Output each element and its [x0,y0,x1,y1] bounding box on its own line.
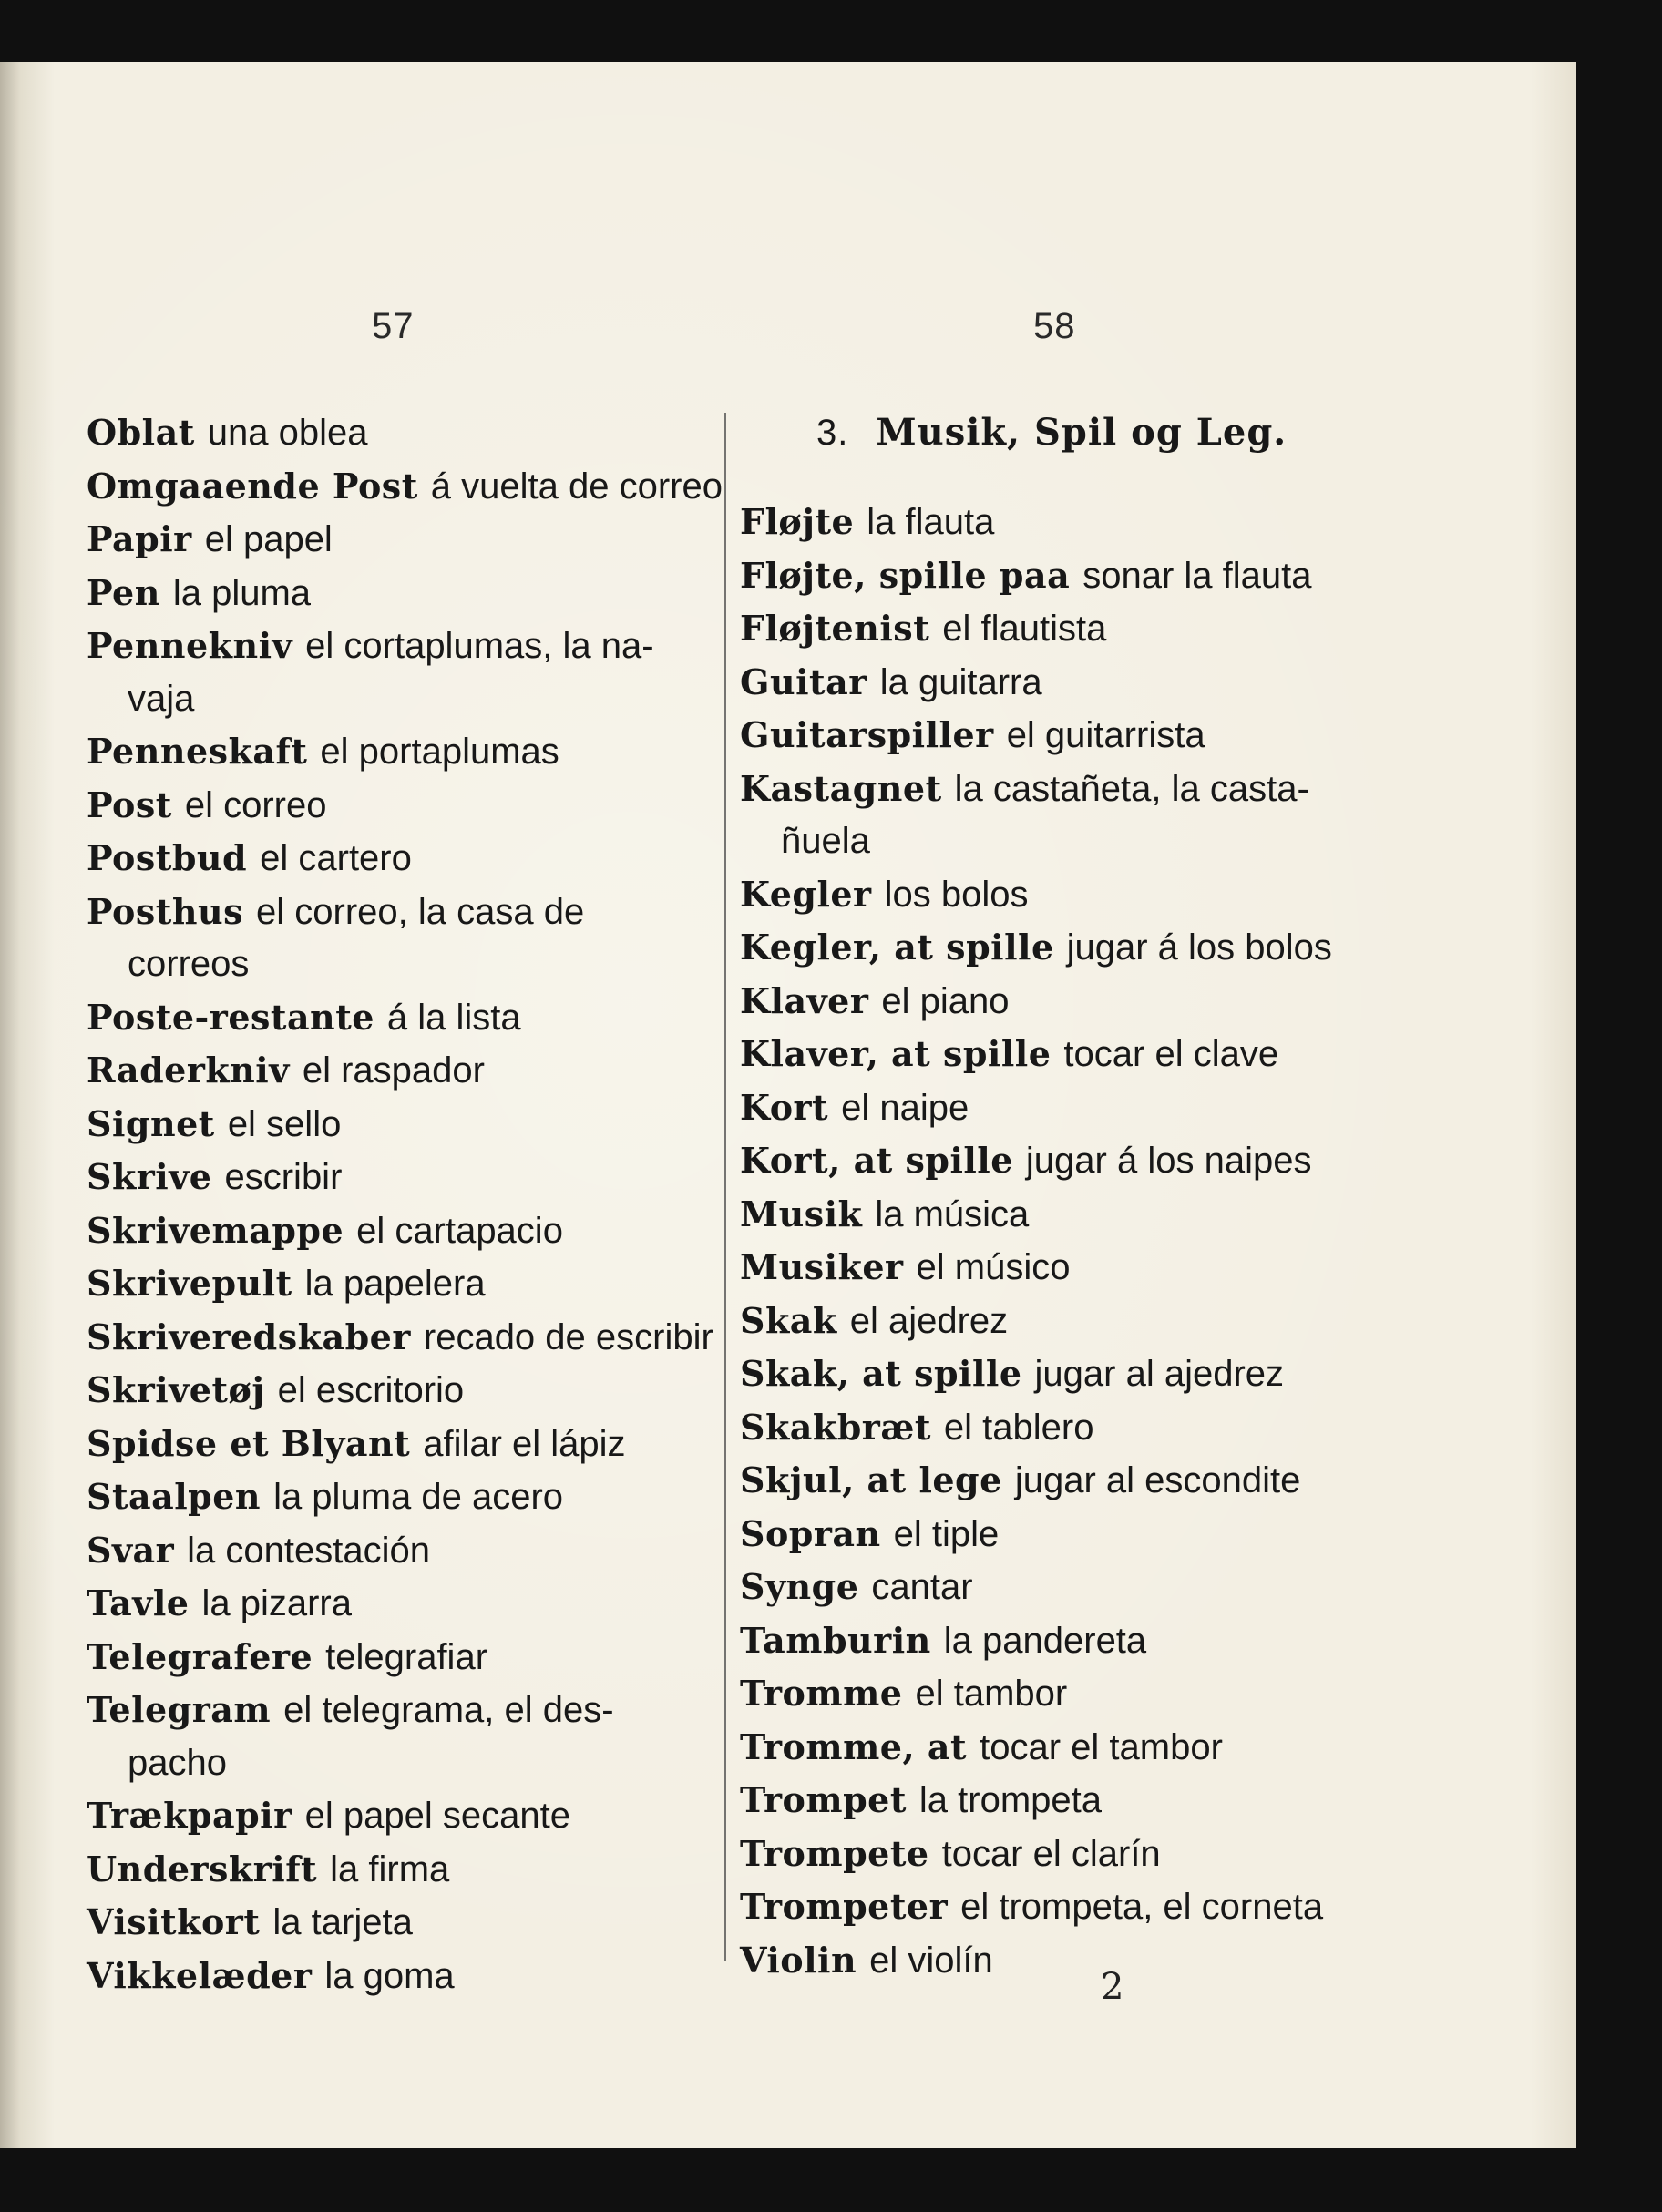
entry-translation: el portaplumas [320,732,559,772]
entry-continuation: ñuela [781,821,870,861]
entry-headword: Tromme, at [740,1726,968,1767]
dictionary-entry [87,1789,715,1843]
dictionary-entry [740,1188,1382,1242]
entry-translation: jugar al ajedrez [1034,1354,1285,1394]
dictionary-entry [740,1828,1382,1881]
entry-headword: Telegram [87,1689,272,1730]
dictionary-entry [87,567,715,620]
entry-translation: la goma [324,1955,455,1996]
entry-headword: Skriveredskaber [87,1316,411,1357]
entry-translation: la pizarra [201,1583,352,1623]
entry-translation: el correo [184,784,327,825]
entry-headword: Sopran [740,1512,881,1554]
dictionary-entry [87,1631,715,1685]
entry-translation: el trompeta, el corneta [960,1887,1324,1927]
entry-translation: tocar el clarín [941,1833,1161,1874]
dictionary-entry [87,779,715,833]
entry-translation: el naipe [841,1087,970,1128]
dictionary-entry [87,991,715,1045]
entry-translation: la trompeta [918,1780,1102,1820]
dictionary-entry [740,1934,1382,1988]
entry-translation: á la lista [386,997,521,1038]
entry-headword: Oblat [87,412,195,453]
dictionary-entry [740,1667,1382,1721]
entry-headword: Omgaaende Post [87,465,418,507]
dictionary-entry [740,1134,1382,1188]
entry-translation: tocar el tambor [980,1726,1223,1767]
entry-continuation: vaja [128,678,195,719]
dictionary-entry [87,1524,715,1578]
entry-headword: Fløjte [740,501,855,542]
dictionary-entry [87,1311,715,1365]
left-column [87,406,723,2002]
entry-translation: recado de escribir [423,1316,713,1357]
entry-headword: Papir [87,518,192,559]
entry-translation: sonar la flauta [1082,555,1312,596]
entry-headword: Fløjtenist [740,608,930,649]
entry-headword: Skak, at spille [740,1353,1022,1394]
entry-translation: el ajedrez [849,1300,1009,1341]
dictionary-entry [87,1950,715,2003]
entry-headword: Penneskaft [87,731,308,772]
entry-headword: Trækpapir [87,1795,292,1836]
entry-headword: Violin [740,1939,857,1981]
dictionary-entry [87,1843,715,1897]
dictionary-entry [740,1721,1382,1775]
entry-translation: el piano [881,980,1010,1021]
dictionary-entry [740,1880,1382,1934]
entry-translation: la pluma de acero [273,1477,564,1517]
entry-translation: telegrafiar [325,1636,488,1677]
entry-translation: jugar á los naipes [1025,1141,1312,1181]
entry-continuation: pacho [128,1742,227,1783]
entry-headword: Skrive [87,1156,212,1197]
entry-translation: la música [875,1193,1030,1234]
entry-translation: la flauta [867,502,995,542]
entry-translation: la contestación [187,1530,431,1571]
dictionary-entry [740,1241,1382,1295]
dictionary-entry [740,921,1382,975]
entry-headword: Underskrift [87,1848,318,1889]
dictionary-entry [87,1896,715,1950]
dictionary-entry [740,1614,1382,1668]
dictionary-entry [87,886,715,939]
entry-headword: Kegler [740,873,872,915]
entry-headword: Pen [87,571,160,613]
section-heading [816,406,1382,459]
entry-translation: el músico [916,1247,1071,1287]
entry-headword: Svar [87,1529,175,1571]
entry-continuation: correos [128,944,250,984]
entry-headword: Telegrafere [87,1635,313,1677]
signature-mark: 2 [1101,1966,1124,2008]
entry-translation: la firma [330,1848,450,1889]
dictionary-entry [740,1561,1382,1614]
dictionary-entry [740,1508,1382,1562]
dictionary-entry [87,406,715,460]
dictionary-entry [740,975,1382,1029]
column-divider [724,413,726,1961]
entry-headword: Kastagnet [740,767,942,809]
entry-headword: Skrivemappe [87,1209,344,1251]
entry-translation: afilar el lápiz [423,1423,626,1464]
entry-headword: Vikkelæder [87,1954,313,1996]
entry-translation: á vuelta de correo [430,466,723,507]
entry-translation: la pandereta [943,1620,1147,1661]
entry-headword: Spidse et Blyant [87,1422,411,1464]
entry-translation: el violín [869,1940,993,1981]
entry-headword: Skakbræt [740,1406,931,1448]
dictionary-entry [740,549,1382,603]
dictionary-entry [740,1028,1382,1081]
dictionary-entry [740,1401,1382,1455]
entry-translation: el tambor [915,1674,1068,1714]
entry-translation: la tarjeta [272,1902,413,1942]
entry-headword: Fløjte, spille paa [740,554,1071,596]
entry-translation: el cartero [260,838,412,878]
entry-translation: el cortaplumas, la na- [305,626,654,666]
dictionary-entry [87,1151,715,1204]
entry-translation: la pluma [172,572,312,613]
entry-headword: Poste-restante [87,996,374,1038]
dictionary-entry [87,1364,715,1418]
entry-headword: Trompeter [740,1886,949,1927]
dictionary-entry [87,1577,715,1631]
dictionary-entry [87,620,715,673]
dictionary-entry [740,1774,1382,1828]
dictionary-entry [740,496,1382,549]
entry-translation: la castañeta, la casta- [954,768,1309,809]
dictionary-entry [740,656,1382,710]
entry-headword: Trompete [740,1832,929,1874]
entry-translation: el escritorio [277,1370,465,1410]
entry-headword: Post [87,783,172,825]
entry-headword: Skjul, at lege [740,1459,1002,1500]
entry-headword: Skak [740,1299,837,1341]
entry-headword: Tamburin [740,1619,931,1661]
entry-translation: escribir [224,1157,343,1197]
book-page [0,62,1576,2148]
entry-translation: el telegrama, el des- [283,1690,614,1730]
entry-translation: una oblea [207,413,368,453]
entry-translation: el guitarrista [1006,715,1205,755]
entry-headword: Raderkniv [87,1050,290,1091]
dictionary-entry [87,1098,715,1152]
dictionary-entry [740,1081,1382,1135]
entry-headword: Musik [740,1193,863,1234]
dictionary-entry [740,763,1382,816]
dictionary-entry [87,460,723,514]
entry-headword: Klaver, at spille [740,1033,1052,1074]
entry-headword: Kegler, at spille [740,927,1054,968]
entry-headword: Musiker [740,1246,904,1287]
entry-translation: el papel [204,519,333,559]
entry-translation: el correo, la casa de [256,891,585,932]
entry-headword: Tromme [740,1673,903,1714]
entry-headword: Klaver [740,979,869,1021]
right-column [740,406,1382,1987]
entry-headword: Guitar [740,661,867,702]
entry-headword: Skrivetøj [87,1369,265,1410]
dictionary-entry [87,832,715,886]
dictionary-entry [740,1454,1382,1508]
entry-headword: Posthus [87,890,243,932]
dictionary-entry [740,1347,1382,1401]
entry-headword: Tavle [87,1582,190,1623]
entry-headword: Kort, at spille [740,1140,1013,1181]
dictionary-entry [740,602,1382,656]
entry-translation: cantar [871,1567,973,1607]
entry-translation: jugar al escondite [1014,1460,1301,1500]
entry-translation: el papel secante [304,1796,570,1836]
dictionary-entry [87,1204,715,1258]
dictionary-entry [87,1418,715,1471]
entry-translation: el flautista [942,609,1107,649]
entry-translation: jugar á los bolos [1066,927,1332,968]
entry-translation: el sello [227,1103,342,1144]
page-number-right: 58 [1033,306,1076,346]
entry-headword: Skrivepult [87,1263,292,1304]
entry-translation: el tiple [893,1513,1000,1554]
entry-translation: el tablero [943,1407,1094,1448]
entry-translation: el cartapacio [356,1210,563,1251]
dictionary-entry [87,725,715,779]
dictionary-entry [87,1257,715,1311]
entry-headword: Trompet [740,1779,907,1820]
dictionary-entry [87,1470,715,1524]
page-number-left: 57 [372,306,415,346]
entry-translation: la guitarra [879,661,1042,702]
entry-headword: Visitkort [87,1901,261,1942]
entry-translation: la papelera [304,1264,486,1304]
entry-translation: tocar el clave [1063,1034,1279,1074]
dictionary-entry [740,709,1382,763]
dictionary-entry [87,1044,715,1098]
entry-translation: el raspador [302,1050,485,1091]
entry-translation: los bolos [884,874,1029,915]
section-number: 3. [816,413,849,453]
entry-headword: Kort [740,1086,829,1128]
entry-headword: Pennekniv [87,625,293,666]
section-title: Musik, Spil og Leg. [876,411,1288,454]
right-entries [740,496,1382,1987]
dictionary-entry [87,1684,715,1737]
dictionary-entry [740,868,1382,922]
dictionary-entry [740,1295,1382,1348]
dictionary-entry [87,513,715,567]
entry-headword: Synge [740,1566,859,1607]
entry-headword: Staalpen [87,1476,262,1517]
entry-headword: Guitarspiller [740,714,994,755]
entry-headword: Signet [87,1102,215,1144]
entry-headword: Postbud [87,837,248,878]
